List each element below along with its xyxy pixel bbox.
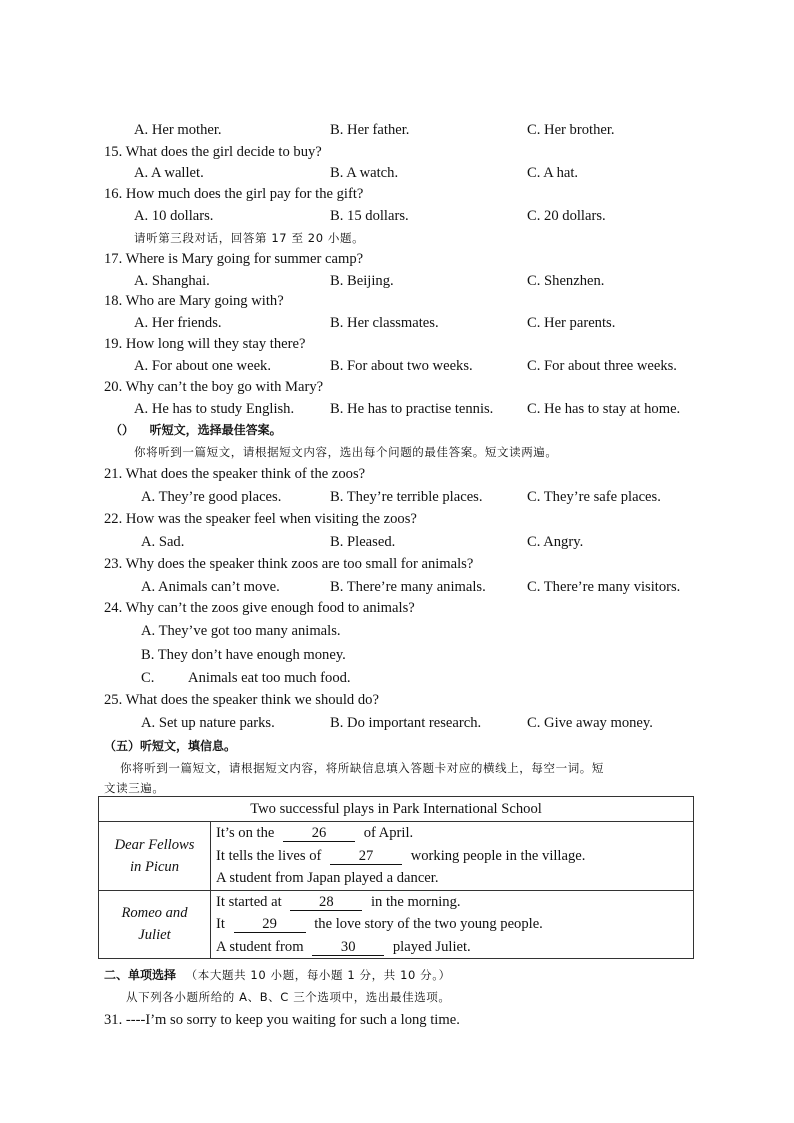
- play1-row1: [211, 822, 693, 845]
- play2-name-line1: Romeo and: [121, 905, 188, 922]
- q22-stem: 22. How was the speaker feel when visiting the zoos?: [104, 511, 417, 527]
- q16-option-c: C. 20 dollars.: [527, 208, 606, 224]
- q21-option-a: A. They’re good places.: [141, 489, 282, 505]
- play2-row2-text: It: [216, 916, 225, 932]
- q19-stem: 19. How long will they stay there?: [104, 336, 306, 352]
- section5-title: （五）听短文，填信息。: [104, 739, 237, 753]
- part2-heading: [104, 966, 451, 984]
- q24-option-c-letter: C.: [141, 670, 155, 686]
- q21-option-c: C. They’re safe places.: [527, 489, 661, 505]
- section4-title: 听短文，选择最佳答案。: [149, 423, 282, 437]
- q20-option-b: B. He has to practise tennis.: [330, 401, 494, 417]
- section5-instruction-2: 文读三遍。: [104, 781, 165, 795]
- q22-option-b: B. Pleased.: [330, 534, 396, 550]
- q17-option-a: A. Shanghai.: [134, 273, 210, 289]
- q19-option-c: C. For about three weeks.: [527, 358, 677, 374]
- section4-heading: [110, 421, 282, 439]
- blank-26: 26: [283, 825, 355, 842]
- q20-option-a: A. He has to study English.: [134, 401, 295, 417]
- play2-row3-tail: played Juliet.: [392, 938, 471, 955]
- q23-option-b: B. There’re many animals.: [330, 579, 486, 595]
- q25-option-a: A. Set up nature parks.: [141, 715, 275, 731]
- play1-row1-tail: of April.: [363, 825, 414, 841]
- part2-instruction: 从下列各小题所给的 A、B、C 三个选项中，选出最佳选项。: [126, 990, 451, 1004]
- q17-option-b: B. Beijing.: [330, 273, 394, 289]
- q22-option-a: A. Sad.: [141, 534, 185, 550]
- q25-option-b: B. Do important research.: [330, 715, 482, 731]
- q15-option-c: C. A hat.: [527, 165, 579, 181]
- q16-option-b: B. 15 dollars.: [330, 208, 409, 224]
- play1-row1-text: It’s on the: [216, 825, 275, 841]
- q20-option-c: C. He has to stay at home.: [527, 401, 681, 417]
- play2-details-cell: [211, 890, 694, 959]
- q17-stem: 17. Where is Mary going for summer camp?: [104, 251, 364, 267]
- q14-option-b: B. Her father.: [330, 122, 410, 138]
- q22-option-c: C. Angry.: [527, 534, 584, 550]
- q20-stem: 20. Why can’t the boy go with Mary?: [104, 379, 324, 395]
- dialog3-note: 请听第三段对话，回答第 17 至 20 小题。: [134, 231, 365, 245]
- play2-name-cell: [99, 890, 211, 959]
- play2-name-line2: Juliet: [138, 927, 171, 944]
- q16-stem: 16. How much does the girl pay for the gift?: [104, 186, 364, 202]
- play2-row3: [211, 936, 693, 959]
- blank-27: 27: [330, 848, 402, 865]
- info-table: [98, 796, 694, 959]
- play2-row1-text: It started at: [216, 893, 282, 910]
- q31-stem: 31. ----I’m so sorry to keep you waiting for such a long time.: [104, 1012, 460, 1028]
- play1-name-line1: Dear Fellows: [114, 836, 195, 853]
- q24-option-a: A. They’ve got too many animals.: [141, 623, 341, 639]
- q14-option-c: C. Her brother.: [527, 122, 615, 138]
- q18-option-c: C. Her parents.: [527, 315, 616, 331]
- q19-option-b: B. For about two weeks.: [330, 358, 473, 374]
- q18-option-a: A. Her friends.: [134, 315, 222, 331]
- q25-stem: 25. What does the speaker think we should do?: [104, 692, 379, 708]
- q23-stem: 23. Why does the speaker think zoos are too small for animals?: [104, 556, 474, 572]
- q14-option-a: A. Her mother.: [134, 122, 222, 138]
- blank-28: 28: [290, 894, 362, 911]
- play1-row2-tail: working people in the village.: [410, 847, 586, 864]
- play2-row2: [211, 913, 693, 936]
- info-table-title: Two successful plays in Park International School: [99, 797, 694, 822]
- play2-row3-text: A student from: [216, 938, 304, 955]
- q23-option-c: C. There’re many visitors.: [527, 579, 681, 595]
- play1-details-cell: [211, 822, 694, 891]
- q18-option-b: B. Her classmates.: [330, 315, 439, 331]
- play1-row3: A student from Japan played a dancer.: [216, 870, 439, 886]
- q17-option-c: C. Shenzhen.: [527, 273, 605, 289]
- section5-instruction-1: 你将听到一篇短文，请根据短文内容，将所缺信息填入答题卡对应的横线上，每空一词。短: [120, 761, 604, 775]
- play1-name-cell: [99, 822, 211, 891]
- q24-option-c: [141, 669, 351, 687]
- q19-option-a: A. For about one week.: [134, 358, 271, 374]
- q24-stem: 24. Why can’t the zoos give enough food to animals?: [104, 600, 415, 616]
- q16-option-a: A. 10 dollars.: [134, 208, 214, 224]
- q15-option-b: B. A watch.: [330, 165, 399, 181]
- play1-row2: [211, 845, 693, 868]
- play2-row1-tail: in the morning.: [370, 893, 461, 910]
- section4-number: （）: [110, 423, 135, 437]
- q21-option-b: B. They’re terrible places.: [330, 489, 483, 505]
- q18-stem: 18. Who are Mary going with?: [104, 293, 284, 309]
- play1-row2-text: It tells the lives of: [216, 847, 322, 864]
- q24-option-b: B. They don’t have enough money.: [141, 647, 346, 663]
- section4-instruction: 你将听到一篇短文，请根据短文内容，选出每个问题的最佳答案。短文读两遍。: [134, 445, 558, 459]
- q23-option-a: A. Animals can’t move.: [141, 579, 280, 595]
- q24-option-c-text: Animals eat too much food.: [188, 670, 351, 686]
- q25-option-c: C. Give away money.: [527, 715, 653, 731]
- part2-title: 二、单项选择: [104, 968, 177, 982]
- q21-stem: 21. What does the speaker think of the zoos?: [104, 466, 366, 482]
- play1-name-line2: in Picun: [129, 858, 180, 875]
- blank-30: 30: [312, 939, 384, 956]
- blank-29: 29: [234, 916, 306, 933]
- q15-stem: 15. What does the girl decide to buy?: [104, 144, 322, 160]
- q15-option-a: A. A wallet.: [134, 165, 204, 181]
- play2-row1: [211, 891, 693, 914]
- part2-note: （本大题共 10 小题，每小题 1 分，共 10 分。）: [185, 968, 451, 982]
- play2-row2-tail: the love story of the two young people.: [314, 916, 543, 932]
